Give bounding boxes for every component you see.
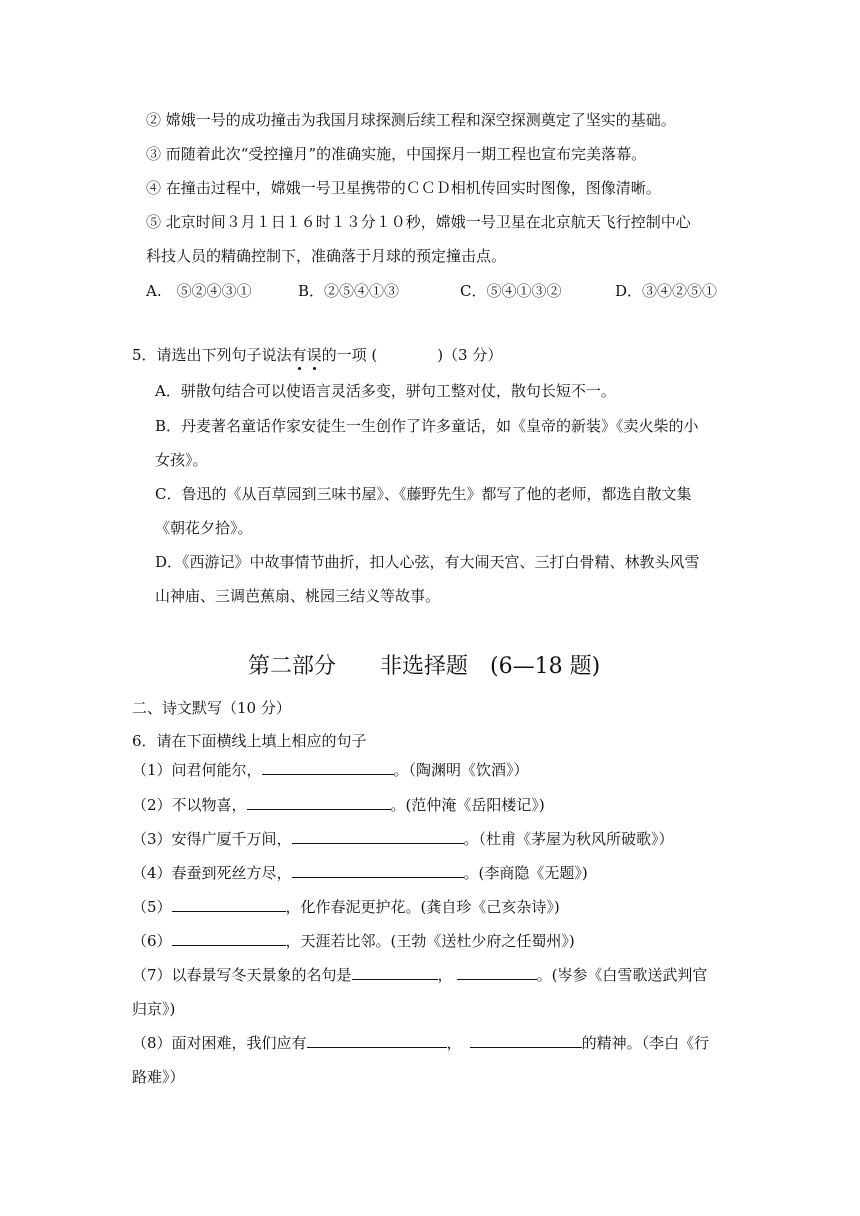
q6-2-pre: （2）不以物喜， [132, 796, 247, 814]
answer-blank[interactable] [172, 897, 286, 912]
q6-line-5 [132, 897, 560, 917]
q5-option-d-cont: 山神庙、三调芭蕉扇、桃园三结义等故事。 [155, 587, 441, 605]
q5-option-c-cont: 《朝花夕拾》。 [155, 519, 253, 537]
q6-8-mid: ， [446, 1034, 462, 1052]
q6-7-post: 。(岑参《白雪歌送武判官 [536, 966, 708, 984]
q6-8-pre: （8）面对困难，我们应有 [132, 1034, 307, 1052]
q4-item-5-cont: 科技人员的精确控制下，准确落于月球的预定撞击点。 [146, 247, 507, 265]
q6-1-pre: （1）问君何能尔， [132, 761, 262, 779]
q5-option-a: A．骈散句结合可以使语言灵活多变，骈句工整对仗，散句长短不一。 [155, 382, 616, 400]
q6-5-pre: （5） [132, 898, 172, 916]
q5-option-d: D．《西游记》中故事情节曲折，扣人心弦，有大闹天宫、三打白骨精、林教头风雪 [155, 553, 700, 571]
q4-choices [146, 281, 717, 301]
q6-6-post: ，天涯若比邻。(王勃《送杜少府之任蜀州》) [285, 932, 575, 950]
q4-item-5: ⑤ 北京时间３月１日１６时１３分１０秒，嫦娥一号卫星在北京航天飞行控制中心 [146, 213, 691, 231]
answer-blank[interactable] [307, 1033, 447, 1048]
q5-stem-pre: 5．请选出下列句子说法 [132, 346, 292, 364]
q4-item-4: ④ 在撞击过程中，嫦娥一号卫星携带的ＣＣＤ相机传回实时图像，图像清晰。 [146, 179, 661, 197]
q6-7-pre: （7）以春景写冬天景象的名句是 [132, 966, 352, 984]
answer-blank[interactable] [172, 931, 286, 946]
q5-stem-emph-2: 误 [306, 346, 322, 364]
q6-line-2 [132, 795, 545, 815]
q5-option-b-cont: 女孩》。 [155, 451, 208, 469]
q6-5-post: ，化作春泥更护花。(龚自珍《己亥杂诗》) [285, 898, 560, 916]
q6-line-6 [132, 931, 575, 951]
q6-1-post: 。（陶渊明《饮酒》） [393, 761, 529, 779]
answer-blank[interactable] [292, 829, 464, 844]
q6-stem: 6．请在下面横线上填上相应的句子 [132, 732, 367, 750]
q6-line-4 [132, 863, 588, 883]
q4-choice-b: B．②⑤④①③ [298, 282, 400, 300]
q6-3-pre: （3）安得广厦千万间， [132, 830, 292, 848]
q6-line-7-cont: 归京》) [132, 1000, 176, 1018]
q6-8-post: 的精神。（李白《行 [581, 1034, 710, 1052]
q6-6-pre: （6） [132, 932, 172, 950]
q6-line-7 [132, 965, 707, 985]
q5-stem-emph-1: 有 [291, 346, 307, 364]
answer-blank[interactable] [470, 1033, 582, 1048]
q4-choice-c: C．⑤④①③② [460, 282, 562, 300]
q4-item-2: ② 嫦娥一号的成功撞击为我国月球探测后续工程和深空探测奠定了坚实的基础。 [146, 111, 676, 129]
q6-4-pre: （4）春蚕到死丝方尽， [132, 864, 292, 882]
q6-line-1 [132, 760, 529, 780]
part2-title: 第二部分 非选择题 (6—18 题) [248, 654, 601, 679]
q5-option-c: C．鲁迅的《从百草园到三味书屋》、《藤野先生》都写了他的老师，都选自散文集 [155, 485, 692, 503]
q6-7-mid: ， [437, 966, 453, 984]
answer-blank[interactable] [262, 760, 394, 775]
answer-blank[interactable] [292, 863, 464, 878]
q6-3-post: 。（杜甫《茅屋为秋风所破歌》） [463, 830, 674, 848]
q6-line-8-cont: 路难》） [132, 1068, 185, 1086]
q5-stem-post: 的一项 ( )（3 分） [321, 346, 503, 364]
q6-4-post: 。(李商隐《无题》) [463, 864, 588, 882]
answer-blank[interactable] [352, 965, 438, 980]
q6-2-post: 。(范仲淹《岳阳楼记》) [390, 796, 545, 814]
section-heading: 二、诗文默写（10 分） [132, 699, 291, 717]
q4-choice-d: D．③④②⑤① [615, 282, 718, 300]
q6-line-8 [132, 1033, 709, 1053]
q4-item-3: ③ 而随着此次“受控撞月”的准确实施，中国探月一期工程也宣布完美落幕。 [146, 145, 647, 163]
q4-choice-a: A. ⑤②④③① [146, 282, 252, 300]
answer-blank[interactable] [457, 965, 537, 980]
q5-option-b: B．丹麦著名童话作家安徒生一生创作了许多童话，如《皇帝的新装》《卖火柴的小 [155, 417, 699, 435]
answer-blank[interactable] [247, 795, 391, 810]
q5-stem [132, 345, 502, 365]
q6-line-3 [132, 829, 674, 849]
